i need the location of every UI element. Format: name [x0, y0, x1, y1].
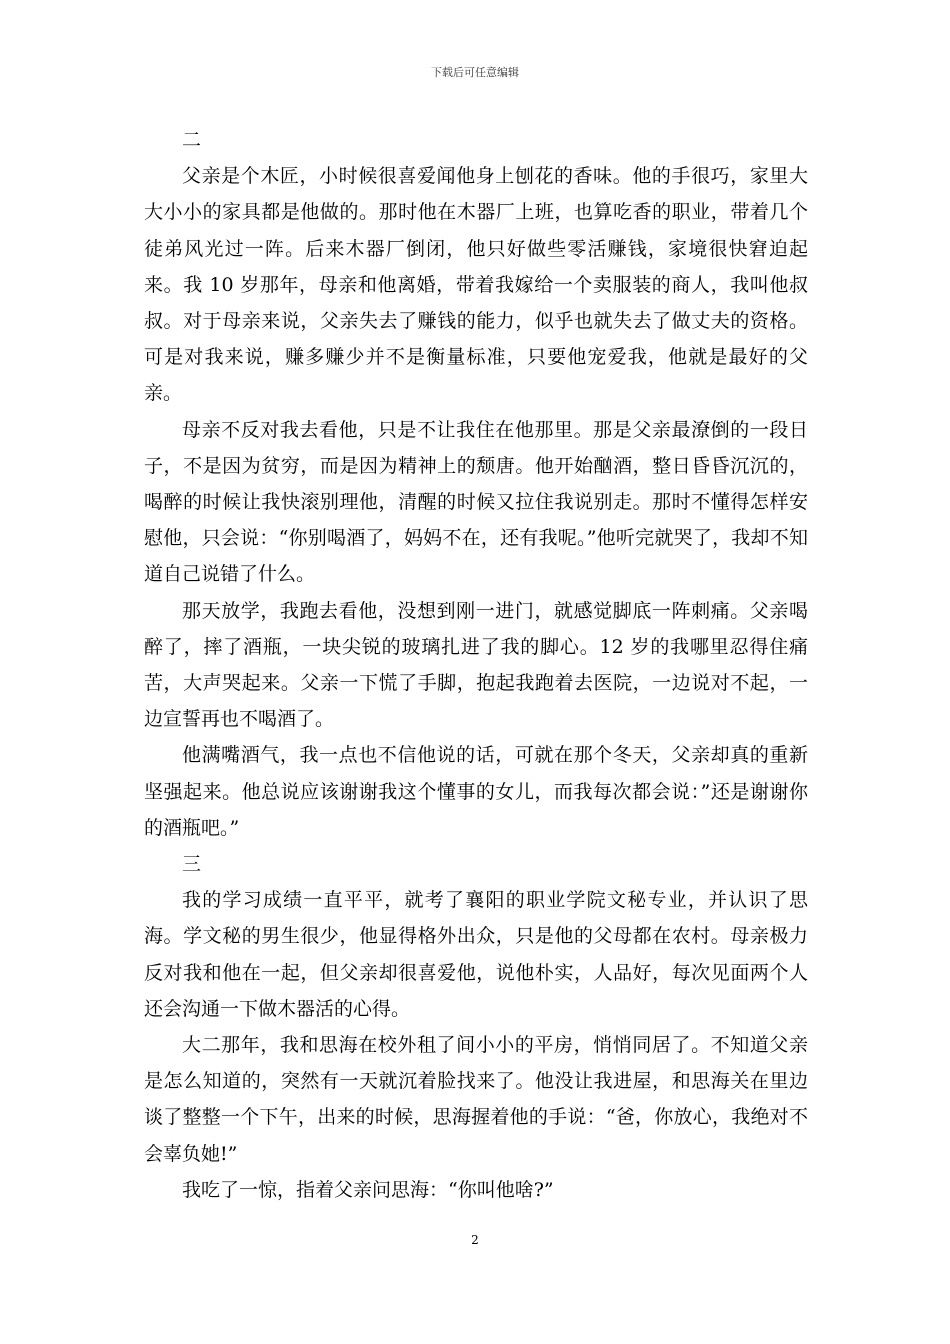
- paragraph-2: 母亲不反对我去看他，只是不让我住在他那里。那是父亲最潦倒的一段日子，不是因为贫穷，而是因为精神上的颓唐。他开始酗酒，整日昏昏沉沉的，喝醉的时候让我快滚别理他，清醒的时候又拉住我说别走。那时不懂得怎样安慰他，只会说：“你别喝酒了，妈妈不在，还有我呢。”他听完就哭了，我却不知道自己说错了什么。: [144, 418, 808, 586]
- page-number: 2: [471, 1233, 479, 1247]
- paragraph-4: 他满嘴酒气，我一点也不信他说的话，可就在那个冬天，父亲却真的重新坚强起来。他总说应该谢谢我这个懂事的女儿，而我每次都会说：”还是谢谢你的酒瓶吧。”: [144, 744, 808, 839]
- page-header: 下载后可任意编辑: [431, 66, 519, 79]
- paragraph-3: 那天放学，我跑去看他，没想到刚一进门，就感觉脚底一阵刺痛。父亲喝醉了，摔了酒瓶，一块尖锐的玻璃扎进了我的脚心。12 岁的我哪里忍得住痛苦，大声哭起来。父亲一下慌了手脚，抱起我跑着去医院，一边说对不起，一边宣誓再也不喝酒了。: [144, 599, 808, 731]
- document-body: [144, 122, 808, 1208]
- paragraph-7: 我吃了一惊，指着父亲问思海：“你叫他啥?”: [182, 1178, 554, 1201]
- paragraph-1: 父亲是个木匠，小时候很喜爱闻他身上刨花的香味。他的手很巧，家里大大小小的家具都是他做的。那时他在木器厂上班，也算吃香的职业，带着几个徒弟风光过一阵。后来木器厂倒闭，他只好做些零活赚钱，家境很快窘迫起来。我 10 岁那年，母亲和他离婚，带着我嫁给一个卖服装的商人，我叫他叔叔。对于母亲来说，父亲失去了赚钱的能力，似乎也就失去了做丈夫的资格。可是对我来说，赚多赚少并不是衡量标准，只要他宠爱我，他就是最好的父亲。: [144, 165, 808, 405]
- paragraph-5: 我的学习成绩一直平平，就考了襄阳的职业学院文秘专业，并认识了思海。学文秘的男生很少，他显得格外出众，只是他的父母都在农村。母亲极力反对我和他在一起，但父亲却很喜爱他，说他朴实，人品好，每次见面两个人还会沟通一下做木器活的心得。: [144, 889, 808, 1020]
- section-heading-three: 三: [182, 853, 202, 876]
- paragraph-6: 大二那年，我和思海在校外租了间小小的平房，悄悄同居了。不知道父亲是怎么知道的，突然有一天就沉着脸找来了。他没让我进屋，和思海关在里边谈了整整一个下午，出来的时候，思海握着他的手说：“爸，你放心，我绝对不会辜负她!”: [144, 1034, 808, 1165]
- section-heading-two: 二: [182, 129, 202, 151]
